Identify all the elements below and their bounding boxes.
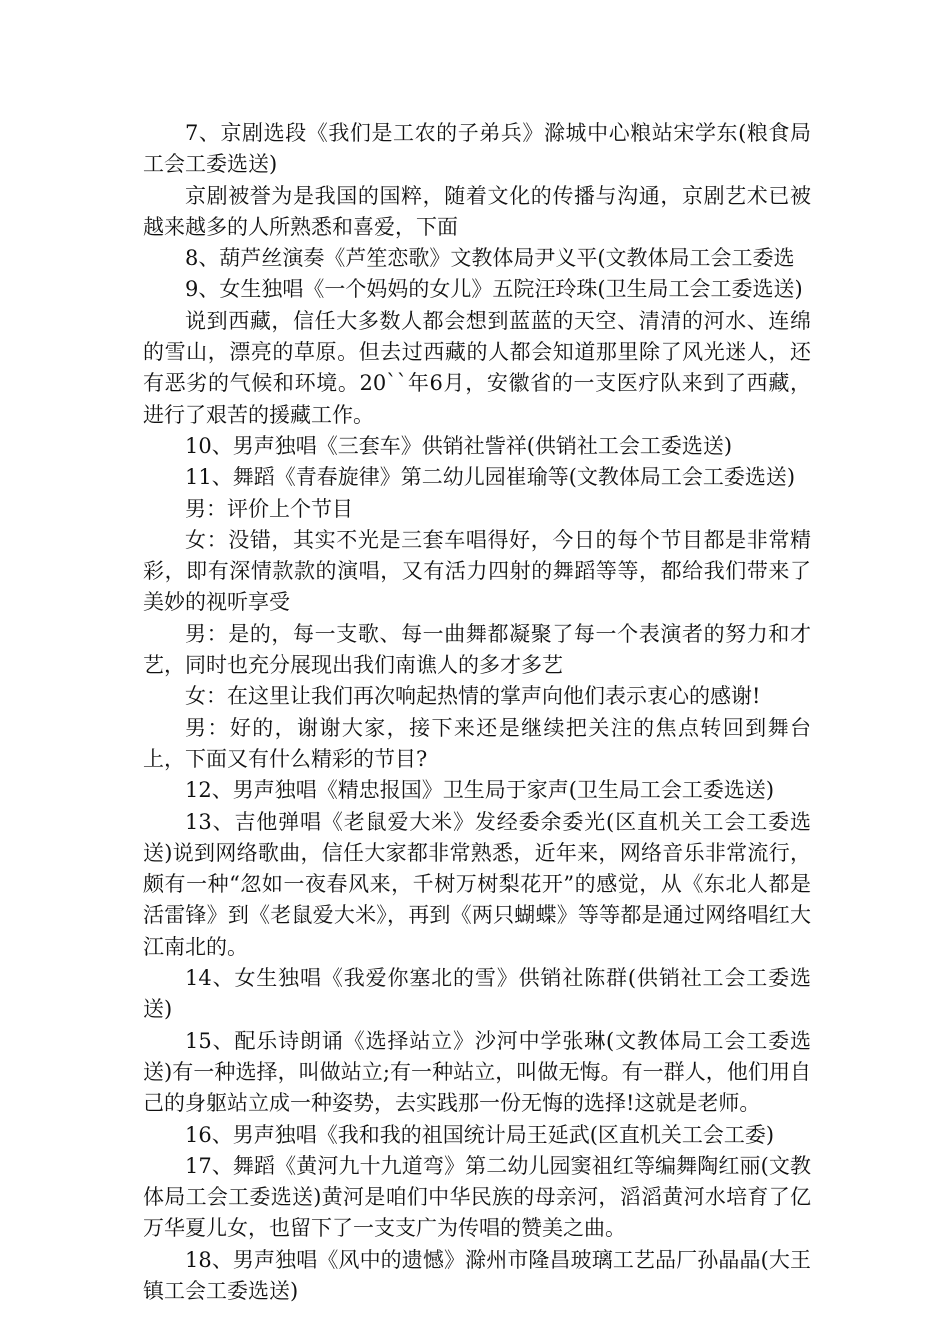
paragraph-dialogue-female-1: 女：没错，其实不光是三套车唱得好，今日的每个节目都是非常精彩，即有深情款款的演唱，又有活力四射的舞蹈等等，都给我们带来了美妙的视听享受 (143, 527, 811, 615)
paragraph-dialogue-male-1: 男：评价上个节目 (185, 496, 353, 521)
paragraph-tibet-intro: 说到西藏，信任大多数人都会想到蓝蓝的天空、清清的河水、连绵的雪山，漂亮的草原。但去过西藏的人都会知道那里除了风光迷人，还有恶劣的气候和环境。20``年6月，安徽省的一支医疗队来到了西藏，进行了艰苦的援藏工作。 (143, 308, 811, 427)
paragraph-program-15: 15、配乐诗朗诵《选择站立》沙河中学张琳(文教体局工会工委选送)有一种选择，叫做站立;有一种站立，叫做无悔。有一群人，他们用自己的身躯站立成一种姿势，去实践那一份无悔的选择!这就是老师。 (143, 1028, 811, 1116)
paragraph-program-18: 18、男声独唱《风中的遗憾》滁州市隆昌玻璃工艺品厂孙晶晶(大王镇工会工委选送) (143, 1247, 811, 1303)
paragraph-program-16: 16、男声独唱《我和我的祖国统计局王延武(区直机关工会工委) (185, 1122, 775, 1147)
paragraph-program-9: 9、女生独唱《一个妈妈的女儿》五院汪玲珠(卫生局工会工委选送) (185, 277, 803, 302)
paragraph-program-11: 11、舞蹈《青春旋律》第二幼儿园崔瑜等(文教体局工会工委选送) (185, 465, 796, 490)
paragraph-program-17: 17、舞蹈《黄河九十九道弯》第二幼儿园窦祖红等编舞陶红丽(文教体局工会工委选送)黄河是咱们中华民族的母亲河，滔滔黄河水培育了亿万华夏儿女，也留下了一支支广为传唱的赞美之曲。 (143, 1153, 811, 1241)
paragraph-program-7: 7、京剧选段《我们是工农的子弟兵》滁城中心粮站宋学东(粮食局工会工委选送) (143, 121, 811, 177)
paragraph-dialogue-male-3: 男：好的，谢谢大家，接下来还是继续把关注的焦点转回到舞台上，下面又有什么精彩的节目? (143, 715, 811, 771)
paragraph-dialogue-male-2: 男：是的，每一支歌、每一曲舞都凝聚了每一个表演者的努力和才艺，同时也充分展现出我们南谯人的多才多艺 (143, 621, 811, 678)
document-body (143, 118, 811, 1307)
paragraph-program-8: 8、葫芦丝演奏《芦笙恋歌》文教体局尹义平(文教体局工会工委选 (185, 246, 795, 271)
paragraph-program-10: 10、男声独唱《三套车》供销社訾祥(供销社工会工委选送) (185, 433, 733, 458)
paragraph-program-12: 12、男声独唱《精忠报国》卫生局于家声(卫生局工会工委选送) (185, 778, 775, 803)
paragraph-program-13: 13、吉他弹唱《老鼠爱大米》发经委余委光(区直机关工会工委选送)说到网络歌曲，信任大家都非常熟悉，近年来，网络音乐非常流行，颇有一种“忽如一夜春风来，千树万树梨花开”的感觉，从《东北人都是活雷锋》到《老鼠爱大米》，再到《两只蝴蝶》等等都是通过网络唱红大江南北的。 (143, 809, 811, 959)
paragraph-peking-opera-intro: 京剧被誉为是我国的国粹，随着文化的传播与沟通，京剧艺术已被越来越多的人所熟悉和喜爱，下面 (143, 183, 811, 239)
paragraph-program-14: 14、女生独唱《我爱你塞北的雪》供销社陈群(供销社工会工委选送) (143, 966, 811, 1022)
paragraph-dialogue-female-2: 女：在这里让我们再次响起热情的掌声向他们表示衷心的感谢! (185, 684, 761, 709)
